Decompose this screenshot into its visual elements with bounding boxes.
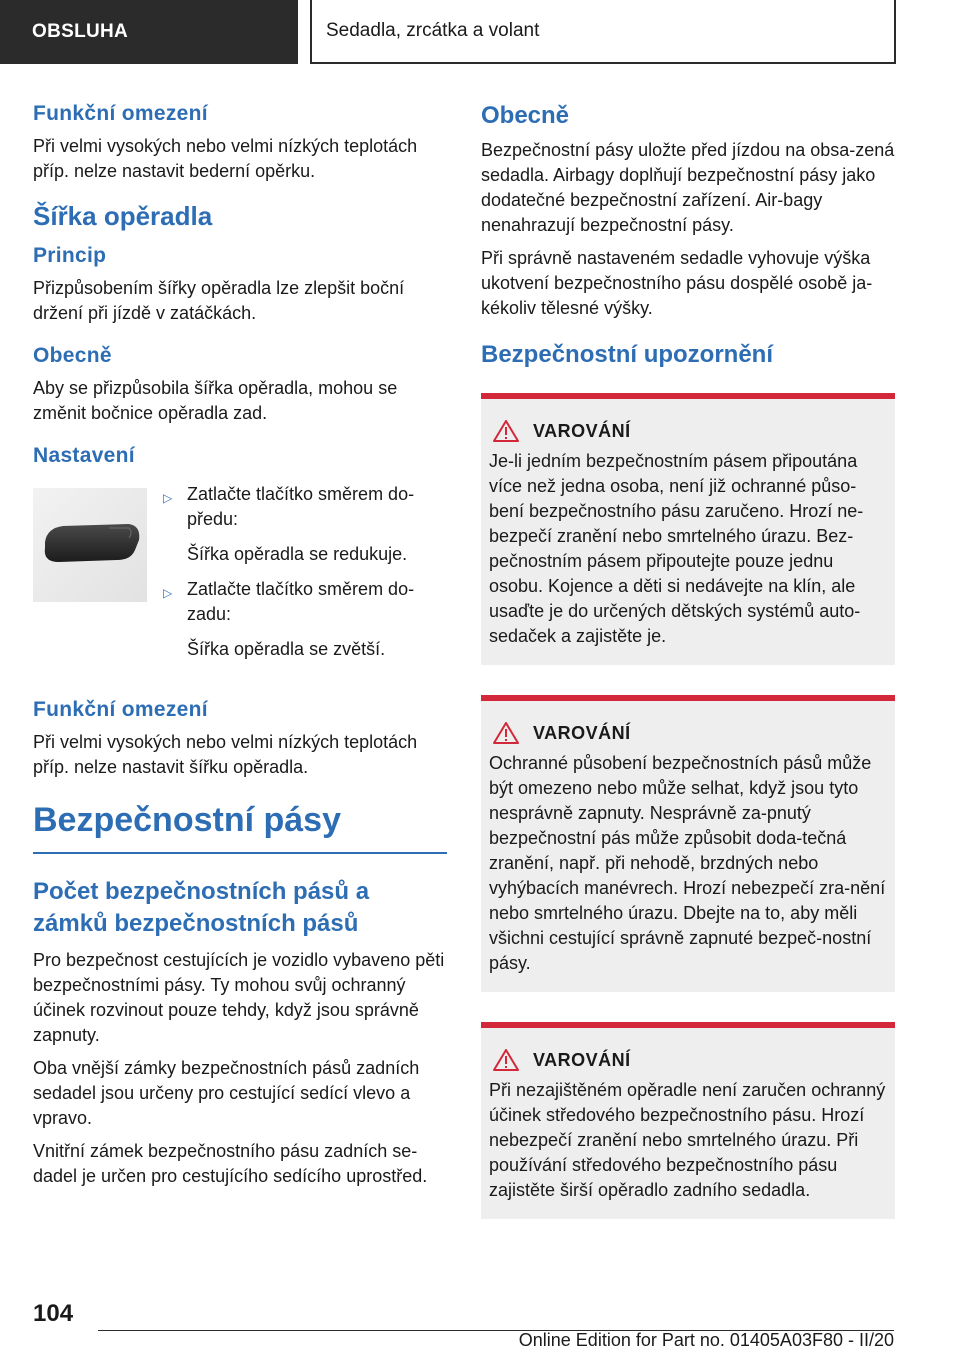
settings-heading: Nastavení <box>33 444 135 467</box>
count-paragraph-3: Vnitřní zámek bezpečnostního pásu zadních se-dadel je určen pro cestujícího sedícího uprostřed. <box>33 1141 428 1186</box>
count-paragraph-2: Oba vnější zámky bezpečnostních pásů zadních sedadel jsou určeny pro cestující sedící vlevo a vpravo. <box>33 1058 420 1128</box>
step-result: Šířka opěradla se redukuje. <box>187 544 408 564</box>
principle-heading: Princip <box>33 244 107 267</box>
page-number: 104 <box>33 1300 74 1327</box>
general-text: Aby se přizpůsobila šířka opěradla, mohou se změnit bočnice opěradla zad. <box>33 378 398 423</box>
chapter-title: Sedadla, zrcátka a volant <box>310 0 896 64</box>
count-heading: Počet bezpečnostních pásů a zámků bezpečnostních pásů <box>33 878 370 937</box>
general-paragraph-2: Při správně nastaveném sedadle vyhovuje výška ukotvení bezpečnostního pásu dospělé osobě ja-kékoliv tělesné výšky. <box>481 248 873 318</box>
warning-title-text: VAROVÁNÍ <box>533 723 631 743</box>
warning-text: Je-li jedním bezpečnostním pásem připoutána více než jedna osoba, není již ochranné půso-bení bezpečnostního pásu zaručeno. Hrozí ne-bezpečí zranění nebo smrtelného úrazu. Bez-pečnostním pásem připoutejte pouze jednu osobu. Kojence a děti si nedávejte na klín, ale usaďte je do určených dětských systémů auto-sedaček a zajistěte je. <box>489 451 864 646</box>
right-column <box>481 100 895 1249</box>
page-header <box>0 0 960 66</box>
warning-triangle-icon <box>493 1049 519 1071</box>
limits-heading: Funkční omezení <box>33 698 208 721</box>
step-forward <box>161 482 447 532</box>
limits-text: Při velmi vysokých nebo velmi nízkých teplotách příp. nelze nastavit bederní opěrku. <box>33 136 418 181</box>
settings-row <box>33 482 447 682</box>
limits-section-1 <box>33 100 447 184</box>
limits-section-2 <box>33 696 447 780</box>
warning-title <box>493 419 887 443</box>
warning-title <box>493 721 887 745</box>
safety-heading: Bezpečnostní upozornění <box>481 341 774 368</box>
warning-box <box>481 695 895 992</box>
edition-text: Online Edition for Part no. 01405A03F80 - II/20 <box>518 1330 894 1350</box>
count-paragraph-1: Pro bezpečnost cestujících je vozidlo vybaveno pěti bezpečnostními pásy. Ty mohou svůj ochranný účinek rozvinout pouze tehdy, když jsou správně zapnuty. <box>33 950 445 1045</box>
step-result: Šířka opěradla se zvětší. <box>187 639 386 659</box>
step-instruction: Zatlačte tlačítko směrem do-předu: <box>187 484 415 529</box>
warning-text: Při nezajištěném opěradle není zaručen ochranný účinek středového bezpečnostního pásu. Hrozí nebezpečí zranění nebo smrtelného úrazu. Při používání středového bezpečnostního pásu zajistěte širší opěradlo zadního sedadla. <box>489 1080 886 1200</box>
seat-width-button-photo <box>33 488 147 602</box>
general-paragraph-1: Bezpečnostní pásy uložte před jízdou na obsa-zená sedadla. Airbagy doplňují bezpečnostní pásy jako dodatečné bezpečnostní zařízení. Air-bagy nenahrazují bezpečnostní pásy. <box>481 140 895 235</box>
warning-triangle-icon <box>493 420 519 442</box>
left-column <box>33 100 447 1197</box>
warning-box <box>481 393 895 665</box>
settings-steps <box>161 482 447 672</box>
page-footer <box>0 1290 960 1362</box>
belts-heading: Bezpečnostní pásy <box>33 798 447 854</box>
general-heading: Obecně <box>481 102 570 129</box>
section-label: OBSLUHA <box>0 0 298 64</box>
step-instruction: Zatlačte tlačítko směrem do-zadu: <box>187 579 415 624</box>
warning-box <box>481 1022 895 1219</box>
warning-title-text: VAROVÁNÍ <box>533 421 631 441</box>
warning-triangle-icon <box>493 722 519 744</box>
limits-heading: Funkční omezení <box>33 102 208 125</box>
general-heading: Obecně <box>33 344 112 367</box>
warning-title-text: VAROVÁNÍ <box>533 1050 631 1070</box>
step-marker-icon: ▷ <box>163 586 173 600</box>
limits-text: Při velmi vysokých nebo velmi nízkých teplotách příp. nelze nastavit šířku opěradla. <box>33 732 418 777</box>
step-backward <box>161 577 447 627</box>
general-section <box>33 342 447 426</box>
step-marker-icon: ▷ <box>163 491 173 505</box>
principle-section <box>33 242 447 326</box>
principle-text: Přizpůsobením šířky opěradla lze zlepšit boční držení při jízdě v zatáčkách. <box>33 278 405 323</box>
warning-text: Ochranné působení bezpečnostních pásů může být omezeno nebo může selhat, když jsou tyto nesprávně zapnuty. Nesprávně za-pnutý bezpečnostní pás může způsobit doda-tečná zranění, např. při nehodě, brzdných nebo vyhýbacích manévrech. Hrozí nebezpečí zra-nění nebo smrtelného úrazu. Dbejte na to, aby měli všichni cestující správně zapnuté bezpeč-nostní pásy. <box>489 753 886 973</box>
width-heading: Šířka opěradla <box>33 201 213 231</box>
warning-title <box>493 1048 887 1072</box>
